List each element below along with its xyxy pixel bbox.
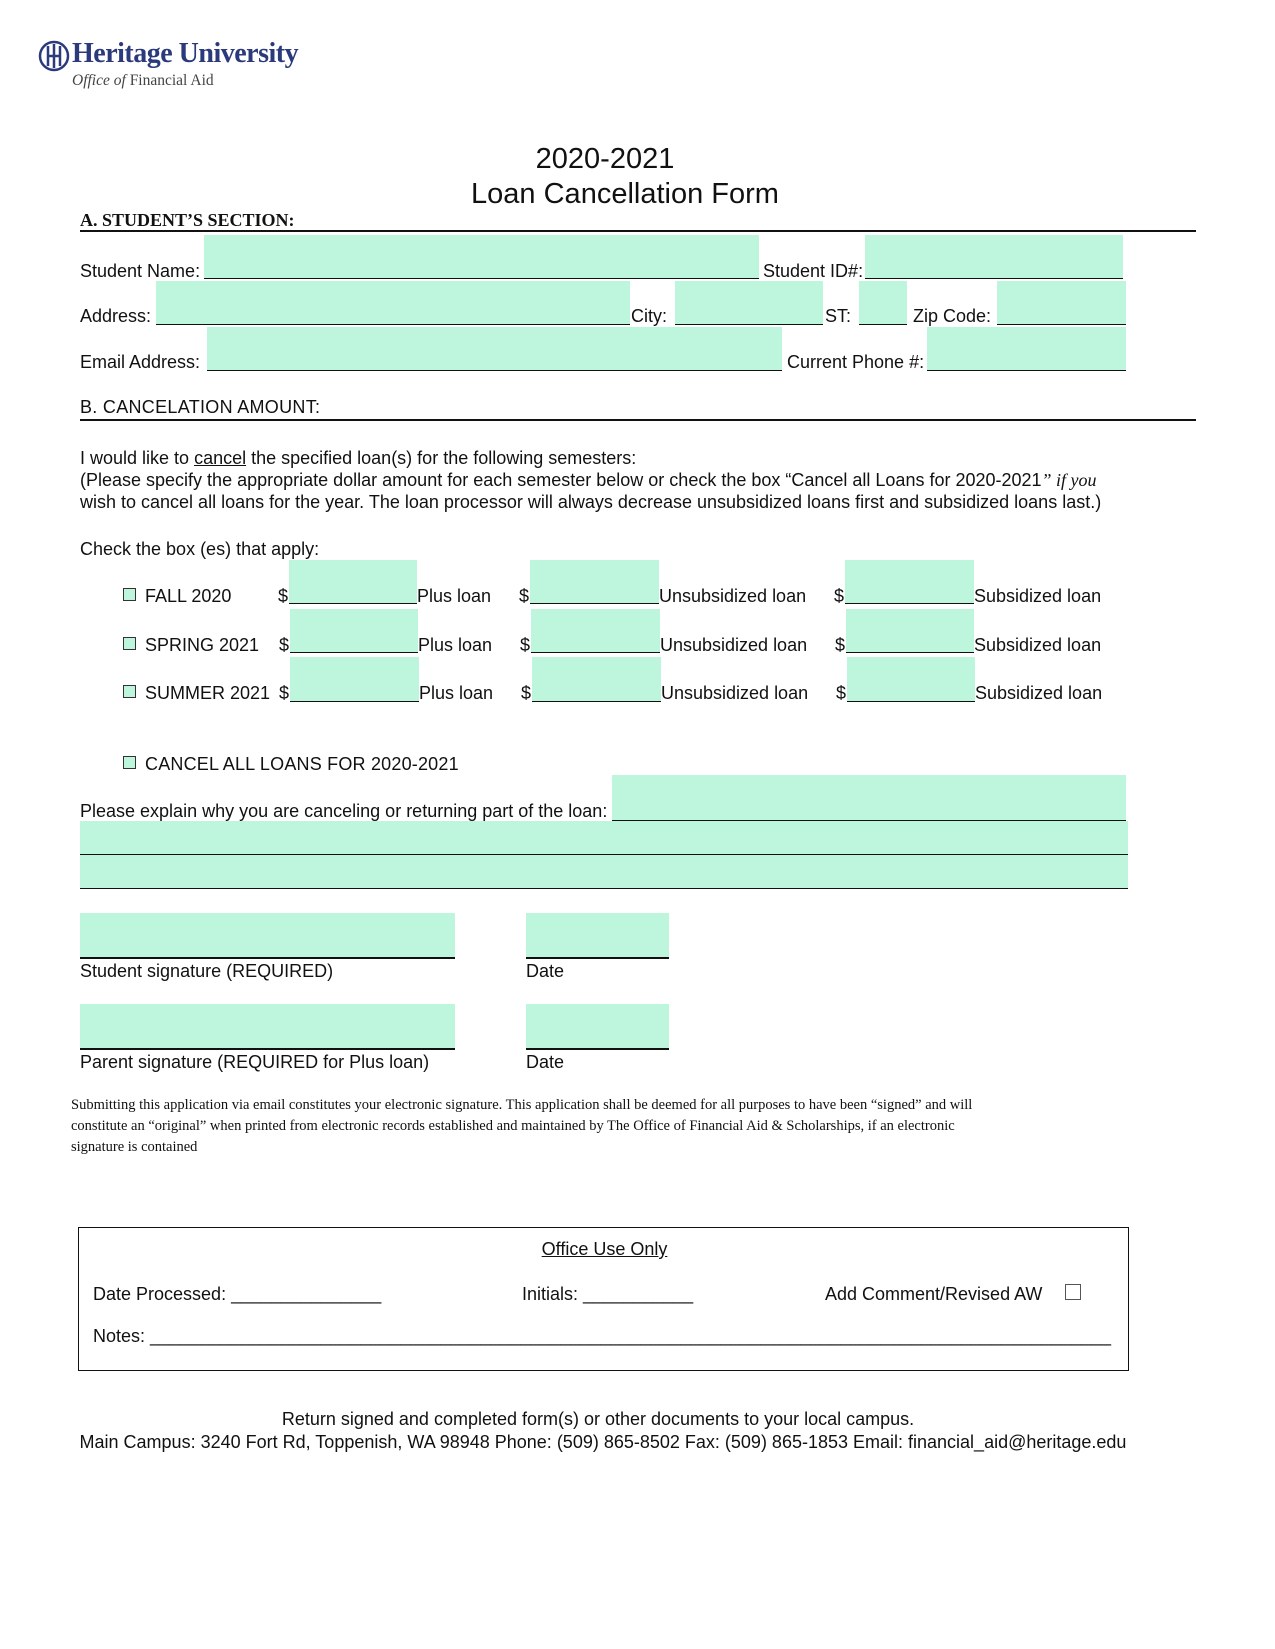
address-label: Address: bbox=[80, 306, 152, 326]
office-use-box bbox=[78, 1227, 1129, 1371]
instr1-c: ” if you bbox=[1041, 470, 1097, 490]
fall-checkbox[interactable] bbox=[123, 588, 136, 601]
explain-field-line-1[interactable] bbox=[612, 775, 1126, 821]
section-b-heading: B. CANCELATION AMOUNT: bbox=[80, 397, 321, 417]
phone-label: Current Phone #: bbox=[787, 352, 925, 372]
cancel-all-checkbox[interactable] bbox=[123, 756, 136, 769]
office-use-title: Office Use Only bbox=[541, 1239, 668, 1259]
notes-label: Notes: ________________________________________________________________________________________________ bbox=[93, 1326, 1112, 1346]
intro-text bbox=[80, 447, 636, 469]
sub-loan-label: Subsidized loan bbox=[974, 635, 1102, 655]
plus-loan-label: Plus loan bbox=[417, 586, 492, 606]
address-field[interactable] bbox=[156, 281, 630, 325]
email-field[interactable] bbox=[207, 327, 782, 371]
fall-label: FALL 2020 bbox=[145, 586, 232, 606]
student-date-label: Date bbox=[526, 961, 565, 981]
intro-pre: I would like to bbox=[80, 448, 195, 468]
zip-field[interactable] bbox=[997, 281, 1126, 325]
student-signature-label: Student signature (REQUIRED) bbox=[80, 961, 334, 981]
explain-field-line-3[interactable] bbox=[80, 855, 1128, 889]
instructions-line-1 bbox=[80, 469, 1097, 491]
explain-field-line-2[interactable] bbox=[80, 821, 1128, 855]
plus-loan-label: Plus loan bbox=[418, 635, 493, 655]
parent-signature-field[interactable] bbox=[80, 1004, 455, 1050]
phone-field[interactable] bbox=[927, 327, 1126, 371]
fall-unsub-field[interactable] bbox=[530, 560, 659, 604]
dollar-sign: $ bbox=[835, 635, 846, 655]
sub-loan-label: Subsidized loan bbox=[975, 683, 1103, 703]
unsub-loan-label: Unsubsidized loan bbox=[660, 635, 808, 655]
summer-label: SUMMER 2021 bbox=[145, 683, 271, 703]
intro-cancel: cancel bbox=[194, 448, 247, 468]
summer-unsub-field[interactable] bbox=[532, 657, 661, 702]
zip-label: Zip Code: bbox=[913, 306, 992, 326]
student-name-field[interactable] bbox=[204, 235, 759, 279]
fall-sub-field[interactable] bbox=[845, 560, 974, 604]
heritage-logo bbox=[38, 38, 318, 98]
dollar-sign: $ bbox=[278, 586, 289, 606]
instructions-line-2: wish to cancel all loans for the year. The loan processor will always decrease unsubsidized loans first and subsidized loans last.) bbox=[80, 492, 1102, 512]
dollar-sign: $ bbox=[834, 586, 845, 606]
heritage-emblem-icon bbox=[38, 40, 72, 72]
form-year: 2020-2021 bbox=[535, 143, 675, 175]
logo-dept-post: Financial Aid bbox=[129, 72, 214, 89]
disclaimer-line: signature is contained bbox=[71, 1139, 198, 1155]
student-date-field[interactable] bbox=[526, 913, 669, 959]
summer-plus-field[interactable] bbox=[290, 657, 419, 702]
dollar-sign: $ bbox=[279, 683, 290, 703]
footer-return-text: Return signed and completed form(s) or other documents to your local campus. bbox=[281, 1409, 915, 1429]
spring-checkbox[interactable] bbox=[123, 637, 136, 650]
disclaimer bbox=[71, 1095, 972, 1158]
spring-label: SPRING 2021 bbox=[145, 635, 260, 655]
add-comment-label: Add Comment/Revised AW bbox=[825, 1284, 1043, 1304]
spring-sub-field[interactable] bbox=[846, 609, 974, 653]
spring-plus-field[interactable] bbox=[290, 609, 418, 653]
plus-loan-label: Plus loan bbox=[419, 683, 494, 703]
fall-plus-field[interactable] bbox=[289, 560, 417, 604]
logo-name: Heritage University bbox=[72, 38, 299, 69]
dollar-sign: $ bbox=[279, 635, 290, 655]
st-label: ST: bbox=[825, 306, 852, 326]
form-title: Loan Cancellation Form bbox=[471, 178, 779, 210]
spring-unsub-field[interactable] bbox=[531, 609, 660, 653]
dollar-sign: $ bbox=[519, 586, 530, 606]
logo-dept-pre: Office bbox=[72, 72, 110, 89]
unsub-loan-label: Unsubsidized loan bbox=[659, 586, 807, 606]
parent-date-label: Date bbox=[526, 1052, 565, 1072]
intro-post: the specified loan(s) for the following semesters: bbox=[246, 448, 637, 468]
city-label: City: bbox=[631, 306, 667, 326]
initials-label: Initials: ___________ bbox=[522, 1284, 694, 1304]
parent-date-field[interactable] bbox=[526, 1004, 669, 1050]
dollar-sign: $ bbox=[520, 635, 531, 655]
explain-label: Please explain why you are canceling or returning part of the loan: bbox=[80, 801, 608, 821]
student-id-label: Student ID#: bbox=[763, 261, 864, 281]
parent-signature-label: Parent signature (REQUIRED for Plus loan) bbox=[80, 1052, 430, 1072]
disclaimer-line: Submitting this application via email constitutes your electronic signature. This application shall be deemed for all purposes to have been “signed” and will bbox=[71, 1097, 973, 1113]
section-b-rule bbox=[80, 419, 1196, 421]
dollar-sign: $ bbox=[521, 683, 532, 703]
sub-loan-label: Subsidized loan bbox=[974, 586, 1102, 606]
summer-checkbox[interactable] bbox=[123, 685, 136, 698]
student-id-field[interactable] bbox=[865, 235, 1123, 279]
logo-department bbox=[72, 72, 214, 90]
st-field[interactable] bbox=[859, 281, 907, 325]
student-name-label: Student Name: bbox=[80, 261, 201, 281]
footer-contact-text: Main Campus: 3240 Fort Rd, Toppenish, WA 98948 Phone: (509) 865-8502 Fax: (509) 865-1853 Email: financial_aid@heritage.edu bbox=[79, 1432, 1127, 1452]
student-signature-field[interactable] bbox=[80, 913, 455, 959]
instr1-a: (Please specify the appropriate dollar amount for each semester below or check the box bbox=[80, 470, 786, 490]
section-a-rule bbox=[80, 230, 1196, 232]
logo-dept-of: of bbox=[113, 72, 126, 89]
check-label: Check the box (es) that apply: bbox=[80, 539, 320, 559]
disclaimer-line: constitute an “original” when printed from electronic records established and maintained by The Office of Financial Aid & Scholarships, if an electronic bbox=[71, 1118, 955, 1134]
date-processed-label: Date Processed: _______________ bbox=[93, 1284, 382, 1304]
section-a-heading: A. STUDENT’S SECTION: bbox=[80, 210, 295, 230]
email-label: Email Address: bbox=[80, 352, 201, 372]
summer-sub-field[interactable] bbox=[847, 657, 975, 702]
cancel-all-label: CANCEL ALL LOANS FOR 2020-2021 bbox=[145, 754, 459, 774]
unsub-loan-label: Unsubsidized loan bbox=[661, 683, 809, 703]
add-comment-checkbox[interactable] bbox=[1065, 1284, 1081, 1300]
dollar-sign: $ bbox=[836, 683, 847, 703]
instr1-b: “Cancel all Loans for 2020-2021 bbox=[785, 470, 1042, 490]
city-field[interactable] bbox=[675, 281, 823, 325]
